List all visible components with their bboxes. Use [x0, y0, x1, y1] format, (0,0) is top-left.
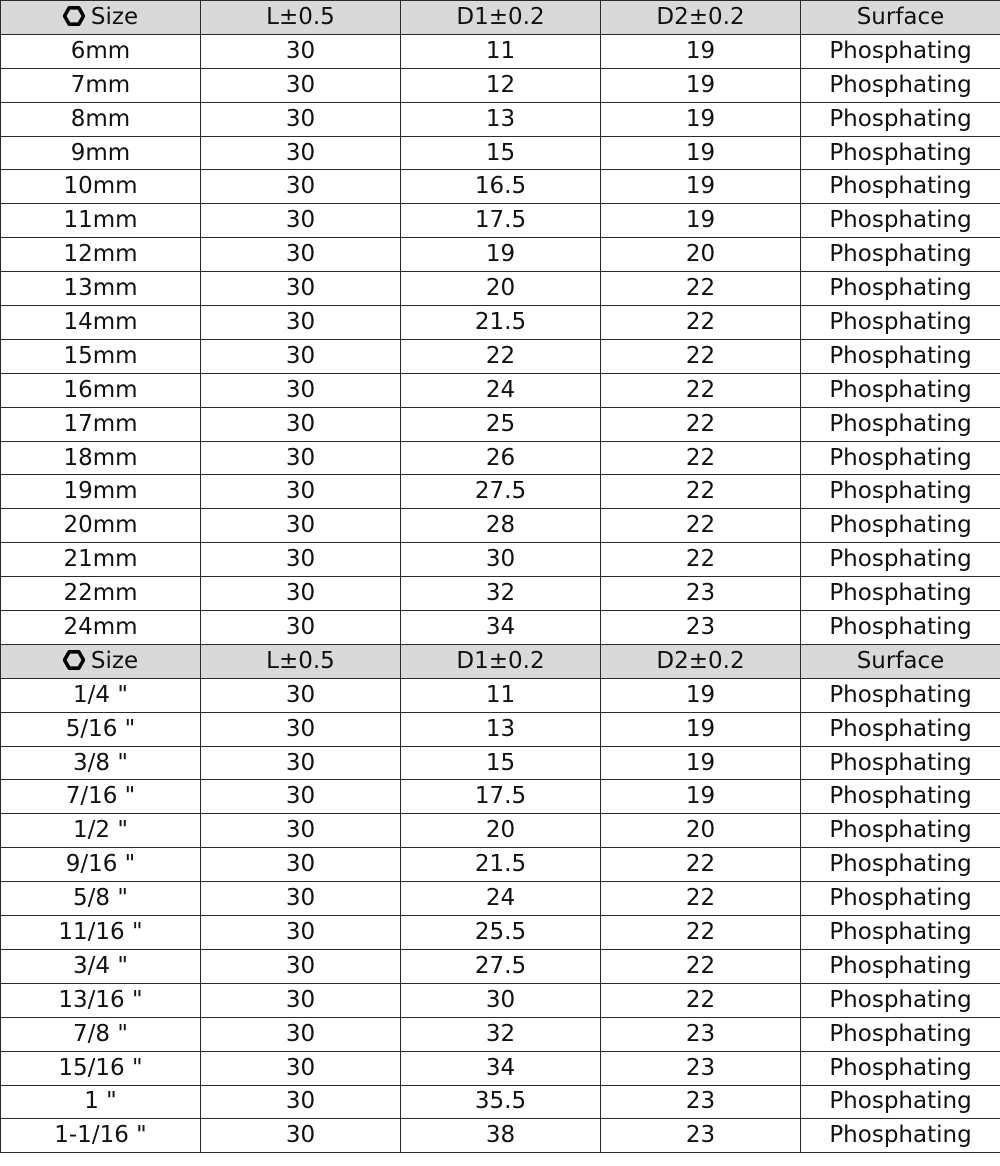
header-d1-label: D1±0.2 [456, 647, 545, 674]
cell-length: 30 [201, 136, 401, 170]
header-d2 [601, 644, 801, 678]
cell-d2: 19 [601, 780, 801, 814]
cell-size: 6mm [1, 34, 201, 68]
cell-size: 21mm [1, 543, 201, 577]
cell-d2: 22 [601, 848, 801, 882]
spec-table-body [1, 1, 1000, 1153]
cell-size: 12mm [1, 238, 201, 272]
cell-length: 30 [201, 306, 401, 340]
header-d2-label: D2±0.2 [656, 3, 745, 30]
cell-size: 15mm [1, 339, 201, 373]
cell-surface: Phosphating [801, 272, 1000, 306]
cell-d2: 22 [601, 983, 801, 1017]
cell-d2: 23 [601, 577, 801, 611]
cell-d2: 22 [601, 339, 801, 373]
header-length-label: L±0.5 [266, 3, 335, 30]
cell-d2: 20 [601, 814, 801, 848]
cell-length: 30 [201, 916, 401, 950]
cell-surface: Phosphating [801, 983, 1000, 1017]
cell-d1: 20 [401, 272, 601, 306]
cell-length: 30 [201, 509, 401, 543]
table-row [1, 678, 1000, 712]
cell-surface: Phosphating [801, 814, 1000, 848]
table-row [1, 339, 1000, 373]
cell-d1: 17.5 [401, 204, 601, 238]
cell-d2: 19 [601, 712, 801, 746]
cell-size: 18mm [1, 441, 201, 475]
cell-surface: Phosphating [801, 1119, 1000, 1153]
cell-size: 11/16 " [1, 916, 201, 950]
cell-surface: Phosphating [801, 949, 1000, 983]
cell-d2: 23 [601, 1051, 801, 1085]
cell-length: 30 [201, 712, 401, 746]
cell-size: 3/8 " [1, 746, 201, 780]
cell-size: 11mm [1, 204, 201, 238]
cell-length: 30 [201, 543, 401, 577]
cell-surface: Phosphating [801, 102, 1000, 136]
table-row [1, 238, 1000, 272]
table-row [1, 170, 1000, 204]
cell-d2: 22 [601, 882, 801, 916]
cell-d2: 22 [601, 306, 801, 340]
header-size-label: Size [90, 4, 139, 31]
table-row [1, 1119, 1000, 1153]
cell-d2: 22 [601, 916, 801, 950]
cell-length: 30 [201, 678, 401, 712]
cell-size: 1/4 " [1, 678, 201, 712]
cell-d2: 19 [601, 678, 801, 712]
cell-surface: Phosphating [801, 339, 1000, 373]
cell-length: 30 [201, 611, 401, 645]
cell-surface: Phosphating [801, 780, 1000, 814]
cell-size: 15/16 " [1, 1051, 201, 1085]
cell-size: 17mm [1, 407, 201, 441]
cell-surface: Phosphating [801, 916, 1000, 950]
header-length [201, 1, 401, 35]
cell-d1: 27.5 [401, 949, 601, 983]
cell-length: 30 [201, 407, 401, 441]
cell-d2: 22 [601, 475, 801, 509]
cell-length: 30 [201, 475, 401, 509]
cell-length: 30 [201, 882, 401, 916]
cell-d1: 24 [401, 882, 601, 916]
header-d2-label: D2±0.2 [656, 647, 745, 674]
cell-d2: 22 [601, 441, 801, 475]
cell-d1: 22 [401, 339, 601, 373]
cell-length: 30 [201, 170, 401, 204]
header-surface-label: Surface [856, 647, 945, 674]
cell-d2: 19 [601, 136, 801, 170]
cell-d2: 23 [601, 611, 801, 645]
table-row [1, 577, 1000, 611]
table-row [1, 373, 1000, 407]
header-d1 [401, 1, 601, 35]
cell-size: 14mm [1, 306, 201, 340]
imperial-section-header-row [1, 644, 1000, 678]
header-size [1, 1, 201, 35]
table-row [1, 746, 1000, 780]
cell-size: 5/16 " [1, 712, 201, 746]
cell-surface: Phosphating [801, 882, 1000, 916]
cell-size: 9/16 " [1, 848, 201, 882]
cell-surface: Phosphating [801, 509, 1000, 543]
cell-size: 8mm [1, 102, 201, 136]
cell-size: 5/8 " [1, 882, 201, 916]
cell-d1: 38 [401, 1119, 601, 1153]
cell-surface: Phosphating [801, 475, 1000, 509]
cell-size: 1 " [1, 1085, 201, 1119]
cell-d1: 35.5 [401, 1085, 601, 1119]
table-row [1, 68, 1000, 102]
table-row [1, 441, 1000, 475]
cell-surface: Phosphating [801, 678, 1000, 712]
cell-d1: 17.5 [401, 780, 601, 814]
cell-d1: 30 [401, 543, 601, 577]
cell-d2: 23 [601, 1119, 801, 1153]
cell-d1: 34 [401, 611, 601, 645]
cell-surface: Phosphating [801, 848, 1000, 882]
table-row [1, 882, 1000, 916]
cell-surface: Phosphating [801, 441, 1000, 475]
cell-d1: 25 [401, 407, 601, 441]
cell-length: 30 [201, 102, 401, 136]
cell-surface: Phosphating [801, 1085, 1000, 1119]
cell-d1: 21.5 [401, 848, 601, 882]
table-row [1, 983, 1000, 1017]
hexagon-icon [63, 5, 85, 27]
cell-d2: 22 [601, 509, 801, 543]
cell-length: 30 [201, 1017, 401, 1051]
table-row [1, 814, 1000, 848]
cell-length: 30 [201, 238, 401, 272]
header-d1-label: D1±0.2 [456, 3, 545, 30]
header-size-label: Size [90, 648, 139, 675]
cell-surface: Phosphating [801, 373, 1000, 407]
cell-surface: Phosphating [801, 34, 1000, 68]
header-d1 [401, 644, 601, 678]
cell-size: 20mm [1, 509, 201, 543]
cell-size: 3/4 " [1, 949, 201, 983]
header-length [201, 644, 401, 678]
cell-d2: 22 [601, 543, 801, 577]
table-row [1, 475, 1000, 509]
cell-d2: 22 [601, 407, 801, 441]
cell-surface: Phosphating [801, 170, 1000, 204]
cell-d1: 30 [401, 983, 601, 1017]
cell-d1: 32 [401, 1017, 601, 1051]
cell-d2: 22 [601, 373, 801, 407]
cell-d1: 19 [401, 238, 601, 272]
cell-length: 30 [201, 272, 401, 306]
cell-surface: Phosphating [801, 1017, 1000, 1051]
cell-length: 30 [201, 780, 401, 814]
cell-size: 22mm [1, 577, 201, 611]
cell-size: 19mm [1, 475, 201, 509]
table-row [1, 780, 1000, 814]
cell-size: 13mm [1, 272, 201, 306]
cell-length: 30 [201, 814, 401, 848]
cell-length: 30 [201, 34, 401, 68]
cell-d1: 11 [401, 678, 601, 712]
cell-d1: 32 [401, 577, 601, 611]
cell-surface: Phosphating [801, 407, 1000, 441]
cell-size: 7mm [1, 68, 201, 102]
cell-d2: 22 [601, 949, 801, 983]
cell-d1: 16.5 [401, 170, 601, 204]
cell-size: 13/16 " [1, 983, 201, 1017]
cell-d2: 19 [601, 170, 801, 204]
cell-d1: 25.5 [401, 916, 601, 950]
cell-size: 7/16 " [1, 780, 201, 814]
cell-length: 30 [201, 204, 401, 238]
cell-size: 24mm [1, 611, 201, 645]
header-size [1, 644, 201, 678]
cell-length: 30 [201, 1085, 401, 1119]
cell-d1: 12 [401, 68, 601, 102]
table-row [1, 204, 1000, 238]
cell-d2: 19 [601, 204, 801, 238]
cell-surface: Phosphating [801, 1051, 1000, 1085]
header-surface-label: Surface [856, 3, 945, 30]
table-row [1, 949, 1000, 983]
cell-surface: Phosphating [801, 611, 1000, 645]
cell-length: 30 [201, 68, 401, 102]
cell-length: 30 [201, 1051, 401, 1085]
cell-d2: 19 [601, 68, 801, 102]
cell-length: 30 [201, 983, 401, 1017]
cell-length: 30 [201, 848, 401, 882]
cell-surface: Phosphating [801, 543, 1000, 577]
table-row [1, 136, 1000, 170]
cell-length: 30 [201, 949, 401, 983]
cell-d2: 20 [601, 238, 801, 272]
table-row [1, 848, 1000, 882]
table-row [1, 34, 1000, 68]
cell-size: 7/8 " [1, 1017, 201, 1051]
table-row [1, 916, 1000, 950]
cell-d1: 13 [401, 712, 601, 746]
cell-surface: Phosphating [801, 712, 1000, 746]
cell-size: 10mm [1, 170, 201, 204]
hexagon-icon [63, 649, 85, 671]
cell-surface: Phosphating [801, 204, 1000, 238]
metric-section-header-row [1, 1, 1000, 35]
cell-d2: 19 [601, 102, 801, 136]
cell-length: 30 [201, 373, 401, 407]
cell-d1: 15 [401, 746, 601, 780]
cell-surface: Phosphating [801, 136, 1000, 170]
table-row [1, 509, 1000, 543]
table-row [1, 543, 1000, 577]
cell-length: 30 [201, 577, 401, 611]
cell-d1: 27.5 [401, 475, 601, 509]
cell-d2: 23 [601, 1085, 801, 1119]
cell-surface: Phosphating [801, 577, 1000, 611]
cell-d1: 15 [401, 136, 601, 170]
header-length-label: L±0.5 [266, 647, 335, 674]
cell-d2: 19 [601, 746, 801, 780]
table-row [1, 1085, 1000, 1119]
cell-surface: Phosphating [801, 306, 1000, 340]
table-row [1, 712, 1000, 746]
cell-d1: 13 [401, 102, 601, 136]
cell-surface: Phosphating [801, 68, 1000, 102]
cell-d1: 26 [401, 441, 601, 475]
cell-d1: 11 [401, 34, 601, 68]
cell-size: 1-1/16 " [1, 1119, 201, 1153]
header-d2 [601, 1, 801, 35]
cell-length: 30 [201, 1119, 401, 1153]
cell-d1: 24 [401, 373, 601, 407]
cell-length: 30 [201, 746, 401, 780]
cell-d2: 19 [601, 34, 801, 68]
cell-length: 30 [201, 441, 401, 475]
cell-surface: Phosphating [801, 746, 1000, 780]
cell-d2: 23 [601, 1017, 801, 1051]
table-row [1, 102, 1000, 136]
cell-surface: Phosphating [801, 238, 1000, 272]
cell-size: 1/2 " [1, 814, 201, 848]
header-surface [801, 1, 1000, 35]
cell-d1: 34 [401, 1051, 601, 1085]
table-row [1, 272, 1000, 306]
cell-size: 9mm [1, 136, 201, 170]
cell-d1: 20 [401, 814, 601, 848]
cell-size: 16mm [1, 373, 201, 407]
table-row [1, 306, 1000, 340]
cell-d1: 28 [401, 509, 601, 543]
cell-d2: 22 [601, 272, 801, 306]
header-surface [801, 644, 1000, 678]
table-row [1, 1051, 1000, 1085]
table-row [1, 1017, 1000, 1051]
table-row [1, 407, 1000, 441]
cell-d1: 21.5 [401, 306, 601, 340]
table-row [1, 611, 1000, 645]
cell-length: 30 [201, 339, 401, 373]
